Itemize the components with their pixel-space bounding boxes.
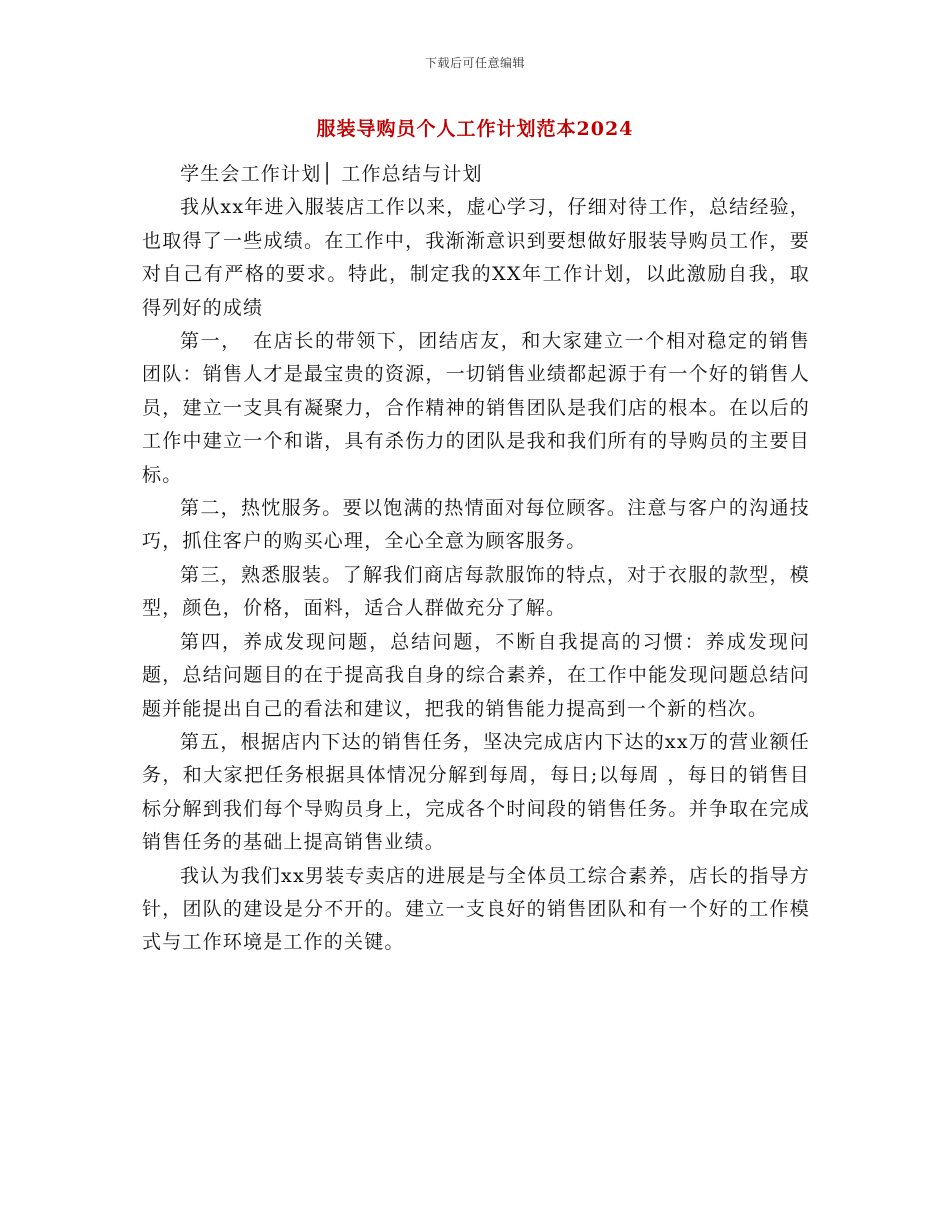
- paragraph-second: 第二，热忱服务。要以饱满的热情面对每位顾客。注意与客户的沟通技巧，抓住客户的购买心理，全心全意为顾客服务。: [142, 497, 810, 553]
- document-title: 服装导购员个人工作计划范本2024: [316, 118, 634, 140]
- paragraph-first: 第一， 在店长的带领下，团结店友，和大家建立一个相对稳定的销售团队：销售人才是最宝贵的资源，一切销售业绩都起源于有一个好的销售人员，建立一支具有凝聚力，合作精神的销售团队是我们店的根本。在以后的工作中建立一个和谐，具有杀伤力的团队是我和我们所有的导购员的主要目标。: [142, 330, 810, 486]
- paragraph-subtitle: 学生会工作计划│ 工作总结与计划: [180, 163, 483, 185]
- paragraph-fifth: 第五，根据店内下达的销售任务，坚决完成店内下达的xx万的营业额任务，和大家把任务根据具体情况分解到每周，每日;以每周 ，每日的销售目标分解到我们每个导购员身上，完成各个时间段的销售任务。并争取在完成销售任务的基础上提高销售业绩。: [142, 730, 810, 854]
- paragraph-third: 第三，熟悉服装。了解我们商店每款服饰的特点，对于衣服的款型，模型，颜色，价格，面料，适合人群做充分了解。: [142, 563, 810, 620]
- paragraph-conclusion: 我认为我们xx男装专卖店的进展是与全体员工综合素养，店长的指导方针，团队的建设是分不开的。建立一支良好的销售团队和有一个好的工作模式与工作环境是工作的关键。: [142, 864, 810, 954]
- paragraph-fourth: 第四，养成发现问题，总结问题，不断自我提高的习惯：养成发现问题，总结问题目的在于提高我自身的综合素养，在工作中能发现问题总结问题并能提出自己的看法和建议，把我的销售能力提高到一个新的档次。: [142, 630, 810, 720]
- header-note: 下载后可任意编辑: [424, 56, 525, 70]
- document-body: [142, 158, 810, 960]
- paragraph-intro: 我从xx年进入服装店工作以来，虚心学习，仔细对待工作，总结经验，也取得了一些成绩。在工作中，我渐渐意识到要想做好服装导购员工作，要对自己有严格的要求。特此，制定我的XX年工作计划，以此激励自我，取得列好的成绩: [142, 196, 810, 319]
